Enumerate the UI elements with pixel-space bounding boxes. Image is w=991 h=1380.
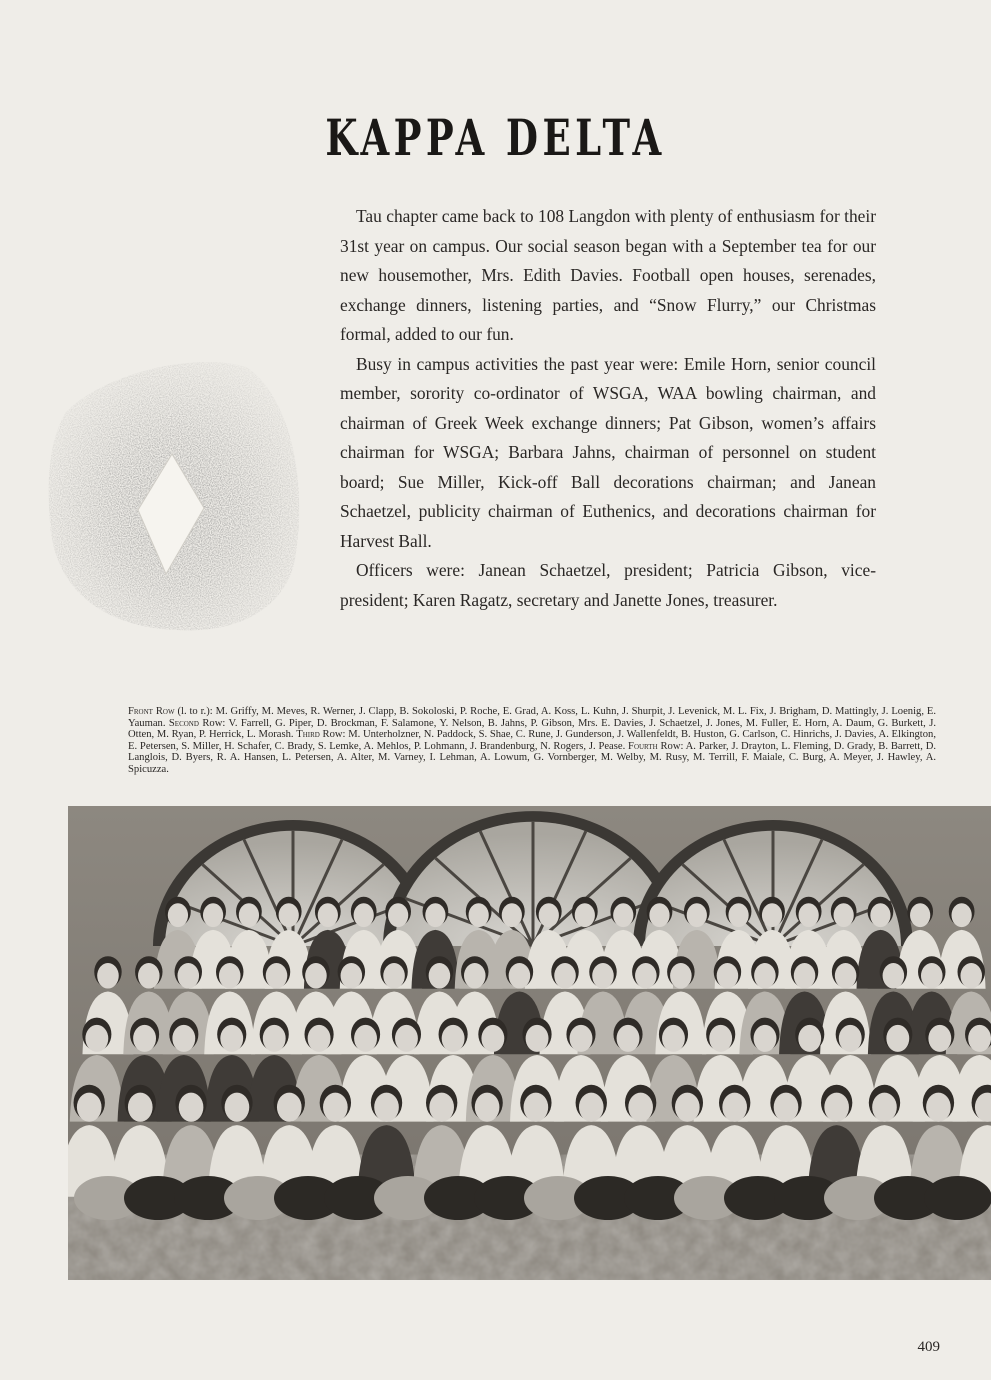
caption-row-label: Front Row xyxy=(128,706,175,717)
caption-row-label: Second xyxy=(168,717,199,729)
caption-row-suffix: Row: xyxy=(198,717,229,729)
caption-names: V. Farrell, G. Piper, D. Brockman, F. Salamone, Y. Nelson, B. Jahns, P. Gibson, Mrs. E. Davies, J. Schaetzel, J. Jones, M. Fuller, E. Horn, A. Daum, G. Burkett, J. Otten, M. Ryan, P. Herrick, L. Morash. xyxy=(128,717,937,741)
caption-row-label: Fourth xyxy=(628,740,658,752)
page-number: 409 xyxy=(917,1339,940,1355)
caption-names: M. Unterholzner, N. Paddock, S. Shae, C. Rune, J. Gunderson, J. Wallenfeldt, B. Huston, G. Carlson, C. Hinrichs, J. Davies, A. Elkington, E. Petersen, S. Miller, H. Schafer, C. Brady, S. Lemke, A. Mehlos, P. Lohmann, J. Brandenburg, N. Rogers, J. Pease. xyxy=(128,729,936,752)
diamond-emblem-icon xyxy=(46,352,304,634)
article-body xyxy=(340,202,876,615)
paragraph-intro: Tau chapter came back to 108 Langdon with plenty of enthusiasm for their 31st year on campus. Our social season began with a September tea for our new housemother, Mrs. Edith Davies. Football open houses, serenades, exchange dinners, listening parties, and “Snow Flurry,” our Christmas formal, added to our fun. xyxy=(340,206,876,344)
paragraph-officers: Officers were: Janean Schaetzel, president; Patricia Gibson, vice-president; Karen Ragatz, secretary and Janette Jones, treasurer. xyxy=(340,560,876,610)
paragraph-activities: Busy in campus activities the past year were: Emile Horn, senior council member, sorority co-ordinator of WSGA, WAA bowling chairman, and chairman of Greek Week exchange dinners; Pat Gibson, women’s affairs chairman for WSGA; Barbara Jahns, chairman of personnel on student board; Sue Miller, Kick-off Ball decorations chairman; and Janean Schaetzel, publicity chairman of Euthenics, and decorations chairman for Harvest Ball. xyxy=(340,353,876,551)
group-photo-image xyxy=(68,806,991,1280)
caption-row-label: Third xyxy=(296,729,320,741)
caption-names: A. Parker, J. Drayton, L. Fleming, D. Grady, B. Barrett, D. Langlois, D. Byers, R. A. Hansen, L. Petersen, A. Alter, M. Varney, I. Lehman, A. Lowum, G. Vornberger, M. Welby, M. Rusy, M. Terrill, F. Maiale, C. Burg, A. Meyer, J. Hawley, A. Spicuzza. xyxy=(128,740,937,775)
caption-row-suffix: Row: xyxy=(319,729,349,741)
photo-caption xyxy=(128,706,936,776)
caption-names: M. Griffy, M. Meves, R. Werner, J. Clapp, B. Sokoloski, P. Roche, E. Grad, A. Koss, L. Kuhn, J. Shurpit, J. Levenick, M. L. Fix, J. Brigham, D. Mattingly, J. Loenig, E. Yauman. xyxy=(128,706,936,729)
caption-row-suffix: Row: xyxy=(657,740,686,752)
caption-direction-note: (l. to r.): xyxy=(174,706,216,717)
page-title: KAPPA DELTA xyxy=(325,108,666,167)
